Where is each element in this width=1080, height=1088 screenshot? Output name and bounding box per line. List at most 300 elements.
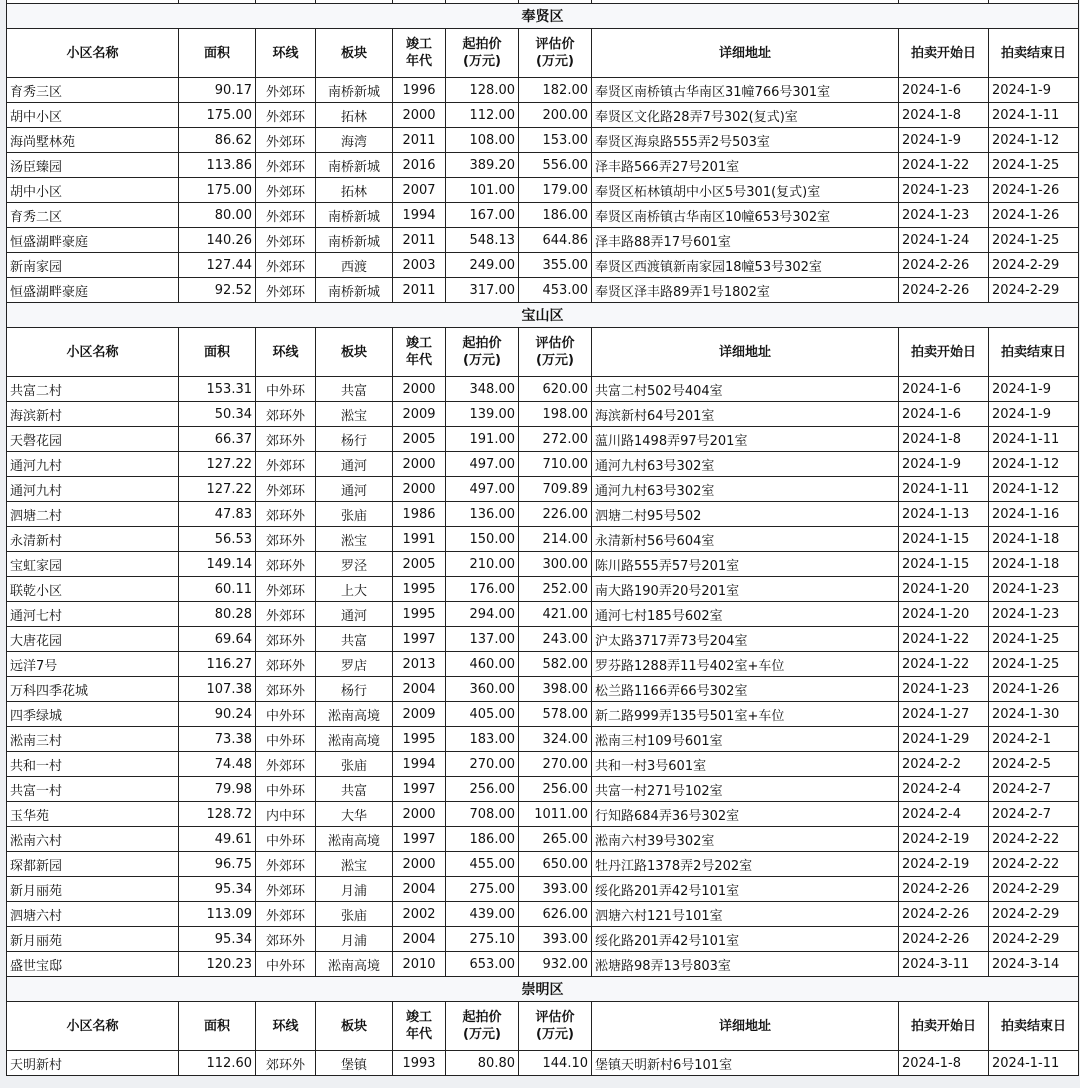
year-cell: 1993: [393, 1051, 446, 1076]
block-cell: 月浦: [316, 927, 393, 952]
start-price-cell: 108.00: [446, 128, 519, 153]
start-date-cell: 2024-1-24: [899, 228, 989, 253]
start-date-cell: 2024-1-20: [899, 577, 989, 602]
block-cell: 淞宝: [316, 852, 393, 877]
header-address-label: 详细地址: [718, 344, 771, 360]
address-cell: 海滨新村64号201室: [592, 402, 899, 427]
start-price-cell: 183.00: [446, 727, 519, 752]
end-date-cell: 2024-2-1: [989, 727, 1079, 752]
end-date-cell: 2024-2-22: [989, 827, 1079, 852]
year-cell: 2000: [393, 452, 446, 477]
end-date-cell: 2024-2-29: [989, 927, 1079, 952]
end-date-cell: 2024-1-25: [989, 153, 1079, 178]
start-price-cell: 275.10: [446, 927, 519, 952]
ring-cell: 中外环: [256, 377, 316, 402]
address-cell: 陈川路555弄57号201室: [592, 552, 899, 577]
name-cell: 盛世宝邸: [7, 952, 179, 977]
table-row: [7, 727, 1079, 752]
block-cell: 杨行: [316, 427, 393, 452]
end-date-cell: 2024-1-26: [989, 203, 1079, 228]
header-address-label: 详细地址: [718, 45, 771, 61]
year-cell: 2005: [393, 552, 446, 577]
ring-cell: 外郊环: [256, 278, 316, 303]
ring-cell: 外郊环: [256, 852, 316, 877]
header-row: [7, 1002, 1079, 1051]
name-cell: 新南家园: [7, 253, 179, 278]
eval-price-cell: 270.00: [519, 752, 592, 777]
table-row: [7, 1051, 1079, 1076]
ring-cell: 郊环外: [256, 627, 316, 652]
address-cell: 牡丹江路1378弄2号202室: [592, 852, 899, 877]
table-row: [7, 128, 1079, 153]
area-cell: 90.24: [179, 702, 256, 727]
header-year: [393, 1002, 446, 1051]
end-date-cell: 2024-2-22: [989, 852, 1079, 877]
header-year-line2: 年代: [405, 1027, 432, 1042]
year-cell: 2004: [393, 677, 446, 702]
end-date-cell: 2024-1-23: [989, 577, 1079, 602]
header-start-date-label: 拍卖开始日: [910, 45, 976, 61]
header-year-line1: 竣工: [405, 37, 432, 52]
start-date-cell: 2024-1-11: [899, 477, 989, 502]
eval-price-cell: 153.00: [519, 128, 592, 153]
start-price-cell: 139.00: [446, 402, 519, 427]
header-end-date-label: 拍卖结束日: [1000, 1018, 1066, 1034]
ring-cell: 外郊环: [256, 153, 316, 178]
start-price-cell: 101.00: [446, 178, 519, 203]
year-cell: 2000: [393, 103, 446, 128]
address-cell: 淞塘路98弄13号803室: [592, 952, 899, 977]
year-cell: 1997: [393, 827, 446, 852]
name-cell: 育秀二区: [7, 203, 179, 228]
address-cell: 绥化路201弄42号101室: [592, 927, 899, 952]
ring-cell: 郊环外: [256, 427, 316, 452]
year-cell: 2000: [393, 802, 446, 827]
year-cell: 2000: [393, 477, 446, 502]
header-block-label: 板块: [340, 1018, 367, 1034]
address-cell: 淞南六村39号302室: [592, 827, 899, 852]
end-date-cell: 2024-1-18: [989, 552, 1079, 577]
name-cell: 泗塘二村: [7, 502, 179, 527]
address-cell: 绥化路201弄42号101室: [592, 877, 899, 902]
eval-price-cell: 644.86: [519, 228, 592, 253]
name-cell: 共富二村: [7, 377, 179, 402]
block-cell: 罗泾: [316, 552, 393, 577]
year-cell: 2011: [393, 128, 446, 153]
area-cell: 49.61: [179, 827, 256, 852]
start-price-cell: 548.13: [446, 228, 519, 253]
header-eval-price: [519, 1002, 592, 1051]
name-cell: 永清新村: [7, 527, 179, 552]
year-cell: 2009: [393, 402, 446, 427]
district-row: [7, 4, 1079, 29]
table-row: [7, 477, 1079, 502]
eval-price-cell: 186.00: [519, 203, 592, 228]
start-date-cell: 2024-2-4: [899, 802, 989, 827]
name-cell: 恒盛湖畔豪庭: [7, 278, 179, 303]
eval-price-cell: 421.00: [519, 602, 592, 627]
table-row: [7, 627, 1079, 652]
eval-price-cell: 243.00: [519, 627, 592, 652]
area-cell: 96.75: [179, 852, 256, 877]
name-cell: 泗塘六村: [7, 902, 179, 927]
block-cell: 淞南高境: [316, 727, 393, 752]
table-row: [7, 452, 1079, 477]
block-cell: 淞南高境: [316, 952, 393, 977]
header-start-date: [899, 1002, 989, 1051]
area-cell: 127.22: [179, 477, 256, 502]
address-cell: 泽丰路88弄17号601室: [592, 228, 899, 253]
name-cell: 汤臣臻园: [7, 153, 179, 178]
ring-cell: 外郊环: [256, 128, 316, 153]
header-end-date: [989, 328, 1079, 377]
eval-price-cell: 709.89: [519, 477, 592, 502]
header-start-price-line1: 起拍价: [462, 1010, 502, 1025]
ring-cell: 郊环外: [256, 527, 316, 552]
start-price-cell: 497.00: [446, 452, 519, 477]
address-cell: 泗塘六村121号101室: [592, 902, 899, 927]
auction-table: [6, 0, 1079, 1076]
name-cell: 四季绿城: [7, 702, 179, 727]
name-cell: 新月丽苑: [7, 877, 179, 902]
block-cell: 通河: [316, 452, 393, 477]
table-row: [7, 702, 1079, 727]
end-date-cell: 2024-1-25: [989, 627, 1079, 652]
address-cell: 松兰路1166弄66号302室: [592, 677, 899, 702]
start-date-cell: 2024-1-6: [899, 377, 989, 402]
address-cell: 通河九村63号302室: [592, 477, 899, 502]
table-row: [7, 602, 1079, 627]
start-price-cell: 191.00: [446, 427, 519, 452]
eval-price-cell: 582.00: [519, 652, 592, 677]
header-eval-price-line1: 评估价: [535, 37, 575, 52]
start-price-cell: 455.00: [446, 852, 519, 877]
ring-cell: 外郊环: [256, 178, 316, 203]
block-cell: 海湾: [316, 128, 393, 153]
block-cell: 上大: [316, 577, 393, 602]
start-price-cell: 270.00: [446, 752, 519, 777]
year-cell: 1995: [393, 577, 446, 602]
ring-cell: 郊环外: [256, 402, 316, 427]
address-cell: 通河九村63号302室: [592, 452, 899, 477]
header-eval-price-line2: (万元): [536, 1027, 574, 1042]
end-date-cell: 2024-1-26: [989, 178, 1079, 203]
table-row: [7, 952, 1079, 977]
header-year-line2: 年代: [405, 353, 432, 368]
name-cell: 大唐花园: [7, 627, 179, 652]
header-name-label: 小区名称: [66, 344, 119, 360]
name-cell: 天磬花园: [7, 427, 179, 452]
year-cell: 2013: [393, 652, 446, 677]
year-cell: 2011: [393, 228, 446, 253]
block-cell: 罗店: [316, 652, 393, 677]
header-end-date: [989, 29, 1079, 78]
end-date-cell: 2024-1-18: [989, 527, 1079, 552]
year-cell: 2005: [393, 427, 446, 452]
header-ring-label: 环线: [272, 1018, 299, 1034]
block-cell: 大华: [316, 802, 393, 827]
header-start-price-line2: (万元): [463, 1027, 501, 1042]
start-date-cell: 2024-1-15: [899, 552, 989, 577]
address-cell: 奉贤区文化路28弄7号302(复式)室: [592, 103, 899, 128]
ring-cell: 中外环: [256, 777, 316, 802]
header-start-price-line1: 起拍价: [462, 37, 502, 52]
header-year: [393, 328, 446, 377]
header-block-label: 板块: [340, 45, 367, 61]
block-cell: 淞宝: [316, 527, 393, 552]
area-cell: 128.72: [179, 802, 256, 827]
area-cell: 112.60: [179, 1051, 256, 1076]
address-cell: 泗塘二村95号502: [592, 502, 899, 527]
area-cell: 92.52: [179, 278, 256, 303]
end-date-cell: 2024-1-30: [989, 702, 1079, 727]
start-price-cell: 275.00: [446, 877, 519, 902]
area-cell: 50.34: [179, 402, 256, 427]
table-row: [7, 752, 1079, 777]
address-cell: 淞南三村109号601室: [592, 727, 899, 752]
table-row: [7, 502, 1079, 527]
header-block-label: 板块: [340, 344, 367, 360]
area-cell: 90.17: [179, 78, 256, 103]
area-cell: 113.09: [179, 902, 256, 927]
header-block: [316, 328, 393, 377]
table-row: [7, 902, 1079, 927]
area-cell: 74.48: [179, 752, 256, 777]
header-ring-label: 环线: [272, 45, 299, 61]
header-start-price: [446, 1002, 519, 1051]
start-date-cell: 2024-1-23: [899, 677, 989, 702]
table-row: [7, 402, 1079, 427]
end-date-cell: 2024-2-5: [989, 752, 1079, 777]
year-cell: 1997: [393, 777, 446, 802]
block-cell: 南桥新城: [316, 228, 393, 253]
start-date-cell: 2024-1-6: [899, 402, 989, 427]
header-eval-price-line2: (万元): [536, 353, 574, 368]
eval-price-cell: 272.00: [519, 427, 592, 452]
header-area: [179, 328, 256, 377]
header-start-date: [899, 29, 989, 78]
block-cell: 拓林: [316, 103, 393, 128]
start-date-cell: 2024-1-23: [899, 178, 989, 203]
area-cell: 79.98: [179, 777, 256, 802]
header-start-price-line2: (万元): [463, 54, 501, 69]
header-start-date-label: 拍卖开始日: [910, 1018, 976, 1034]
start-price-cell: 176.00: [446, 577, 519, 602]
area-cell: 66.37: [179, 427, 256, 452]
start-date-cell: 2024-1-6: [899, 78, 989, 103]
eval-price-cell: 198.00: [519, 402, 592, 427]
end-date-cell: 2024-1-9: [989, 78, 1079, 103]
start-price-cell: 128.00: [446, 78, 519, 103]
area-cell: 127.44: [179, 253, 256, 278]
eval-price-cell: 620.00: [519, 377, 592, 402]
ring-cell: 外郊环: [256, 877, 316, 902]
eval-price-cell: 578.00: [519, 702, 592, 727]
block-cell: 拓林: [316, 178, 393, 203]
table-row: [7, 927, 1079, 952]
start-price-cell: 186.00: [446, 827, 519, 852]
name-cell: 海滨新村: [7, 402, 179, 427]
start-date-cell: 2024-2-26: [899, 253, 989, 278]
year-cell: 2000: [393, 852, 446, 877]
start-date-cell: 2024-1-22: [899, 627, 989, 652]
header-address-label: 详细地址: [718, 1018, 771, 1034]
ring-cell: 外郊环: [256, 577, 316, 602]
end-date-cell: 2024-1-12: [989, 452, 1079, 477]
table-row: [7, 577, 1079, 602]
year-cell: 1995: [393, 727, 446, 752]
header-area-label: 面积: [203, 344, 230, 360]
name-cell: 胡中小区: [7, 103, 179, 128]
ring-cell: 郊环外: [256, 1051, 316, 1076]
end-date-cell: 2024-1-25: [989, 652, 1079, 677]
area-cell: 113.86: [179, 153, 256, 178]
name-cell: 天明新村: [7, 1051, 179, 1076]
district-row: [7, 303, 1079, 328]
table-row: [7, 178, 1079, 203]
ring-cell: 中外环: [256, 952, 316, 977]
eval-price-cell: 265.00: [519, 827, 592, 852]
area-cell: 95.34: [179, 877, 256, 902]
ring-cell: 外郊环: [256, 902, 316, 927]
start-date-cell: 2024-2-4: [899, 777, 989, 802]
header-address: [592, 1002, 899, 1051]
table-row: [7, 278, 1079, 303]
area-cell: 80.00: [179, 203, 256, 228]
ring-cell: 郊环外: [256, 502, 316, 527]
end-date-cell: 2024-1-23: [989, 602, 1079, 627]
block-cell: 共富: [316, 777, 393, 802]
address-cell: 奉贤区海泉路555弄2号503室: [592, 128, 899, 153]
start-date-cell: 2024-2-26: [899, 902, 989, 927]
eval-price-cell: 226.00: [519, 502, 592, 527]
year-cell: 2007: [393, 178, 446, 203]
block-cell: 西渡: [316, 253, 393, 278]
name-cell: 通河九村: [7, 452, 179, 477]
block-cell: 堡镇: [316, 1051, 393, 1076]
address-cell: 新二路999弄135号501室+车位: [592, 702, 899, 727]
start-price-cell: 360.00: [446, 677, 519, 702]
end-date-cell: 2024-1-16: [989, 502, 1079, 527]
area-cell: 153.31: [179, 377, 256, 402]
end-date-cell: 2024-3-14: [989, 952, 1079, 977]
header-start-date: [899, 328, 989, 377]
ring-cell: 郊环外: [256, 652, 316, 677]
address-cell: 通河七村185号602室: [592, 602, 899, 627]
start-price-cell: 389.20: [446, 153, 519, 178]
header-year-line1: 竣工: [405, 1010, 432, 1025]
header-end-date-label: 拍卖结束日: [1000, 344, 1066, 360]
eval-price-cell: 324.00: [519, 727, 592, 752]
eval-price-cell: 556.00: [519, 153, 592, 178]
end-date-cell: 2024-1-25: [989, 228, 1079, 253]
start-date-cell: 2024-1-22: [899, 652, 989, 677]
ring-cell: 中外环: [256, 827, 316, 852]
eval-price-cell: 144.10: [519, 1051, 592, 1076]
name-cell: 共富一村: [7, 777, 179, 802]
area-cell: 86.62: [179, 128, 256, 153]
header-end-date-label: 拍卖结束日: [1000, 45, 1066, 61]
table-row: [7, 377, 1079, 402]
ring-cell: 外郊环: [256, 602, 316, 627]
name-cell: 远洋7号: [7, 652, 179, 677]
table-row: [7, 777, 1079, 802]
end-date-cell: 2024-1-12: [989, 128, 1079, 153]
header-eval-price-line2: (万元): [536, 54, 574, 69]
ring-cell: 外郊环: [256, 253, 316, 278]
start-price-cell: 80.80: [446, 1051, 519, 1076]
start-price-cell: 256.00: [446, 777, 519, 802]
block-cell: 通河: [316, 477, 393, 502]
header-year-line1: 竣工: [405, 336, 432, 351]
address-cell: 沪太路3717弄73号204室: [592, 627, 899, 652]
header-end-date: [989, 1002, 1079, 1051]
ring-cell: 外郊环: [256, 477, 316, 502]
name-cell: 淞南六村: [7, 827, 179, 852]
table-row: [7, 877, 1079, 902]
header-area: [179, 1002, 256, 1051]
name-cell: 共和一村: [7, 752, 179, 777]
name-cell: 万科四季花城: [7, 677, 179, 702]
ring-cell: 外郊环: [256, 228, 316, 253]
name-cell: 玉华苑: [7, 802, 179, 827]
eval-price-cell: 1011.00: [519, 802, 592, 827]
start-price-cell: 348.00: [446, 377, 519, 402]
table-row: [7, 253, 1079, 278]
year-cell: 1997: [393, 627, 446, 652]
block-cell: 张庙: [316, 902, 393, 927]
name-cell: 胡中小区: [7, 178, 179, 203]
address-cell: 共富一村271号102室: [592, 777, 899, 802]
block-cell: 淞宝: [316, 402, 393, 427]
year-cell: 1991: [393, 527, 446, 552]
end-date-cell: 2024-1-11: [989, 103, 1079, 128]
header-eval-price: [519, 29, 592, 78]
end-date-cell: 2024-2-7: [989, 802, 1079, 827]
table-row: [7, 228, 1079, 253]
header-ring: [256, 1002, 316, 1051]
address-cell: 行知路684弄36号302室: [592, 802, 899, 827]
header-ring-label: 环线: [272, 344, 299, 360]
header-start-price-line2: (万元): [463, 353, 501, 368]
address-cell: 罗芬路1288弄11号402室+车位: [592, 652, 899, 677]
header-start-price: [446, 328, 519, 377]
year-cell: 2000: [393, 377, 446, 402]
eval-price-cell: 398.00: [519, 677, 592, 702]
start-date-cell: 2024-3-11: [899, 952, 989, 977]
area-cell: 80.28: [179, 602, 256, 627]
name-cell: 恒盛湖畔豪庭: [7, 228, 179, 253]
name-cell: 琛都新园: [7, 852, 179, 877]
start-price-cell: 497.00: [446, 477, 519, 502]
block-cell: 通河: [316, 602, 393, 627]
end-date-cell: 2024-2-29: [989, 253, 1079, 278]
end-date-cell: 2024-1-12: [989, 477, 1079, 502]
header-address: [592, 328, 899, 377]
ring-cell: 郊环外: [256, 552, 316, 577]
address-cell: 永清新村56号604室: [592, 527, 899, 552]
start-date-cell: 2024-1-15: [899, 527, 989, 552]
year-cell: 1994: [393, 203, 446, 228]
ring-cell: 中外环: [256, 727, 316, 752]
eval-price-cell: 256.00: [519, 777, 592, 802]
name-cell: 新月丽苑: [7, 927, 179, 952]
header-name: [7, 328, 179, 377]
district-title: 宝山区: [7, 303, 1079, 328]
header-year: [393, 29, 446, 78]
start-price-cell: 294.00: [446, 602, 519, 627]
start-date-cell: 2024-2-26: [899, 927, 989, 952]
